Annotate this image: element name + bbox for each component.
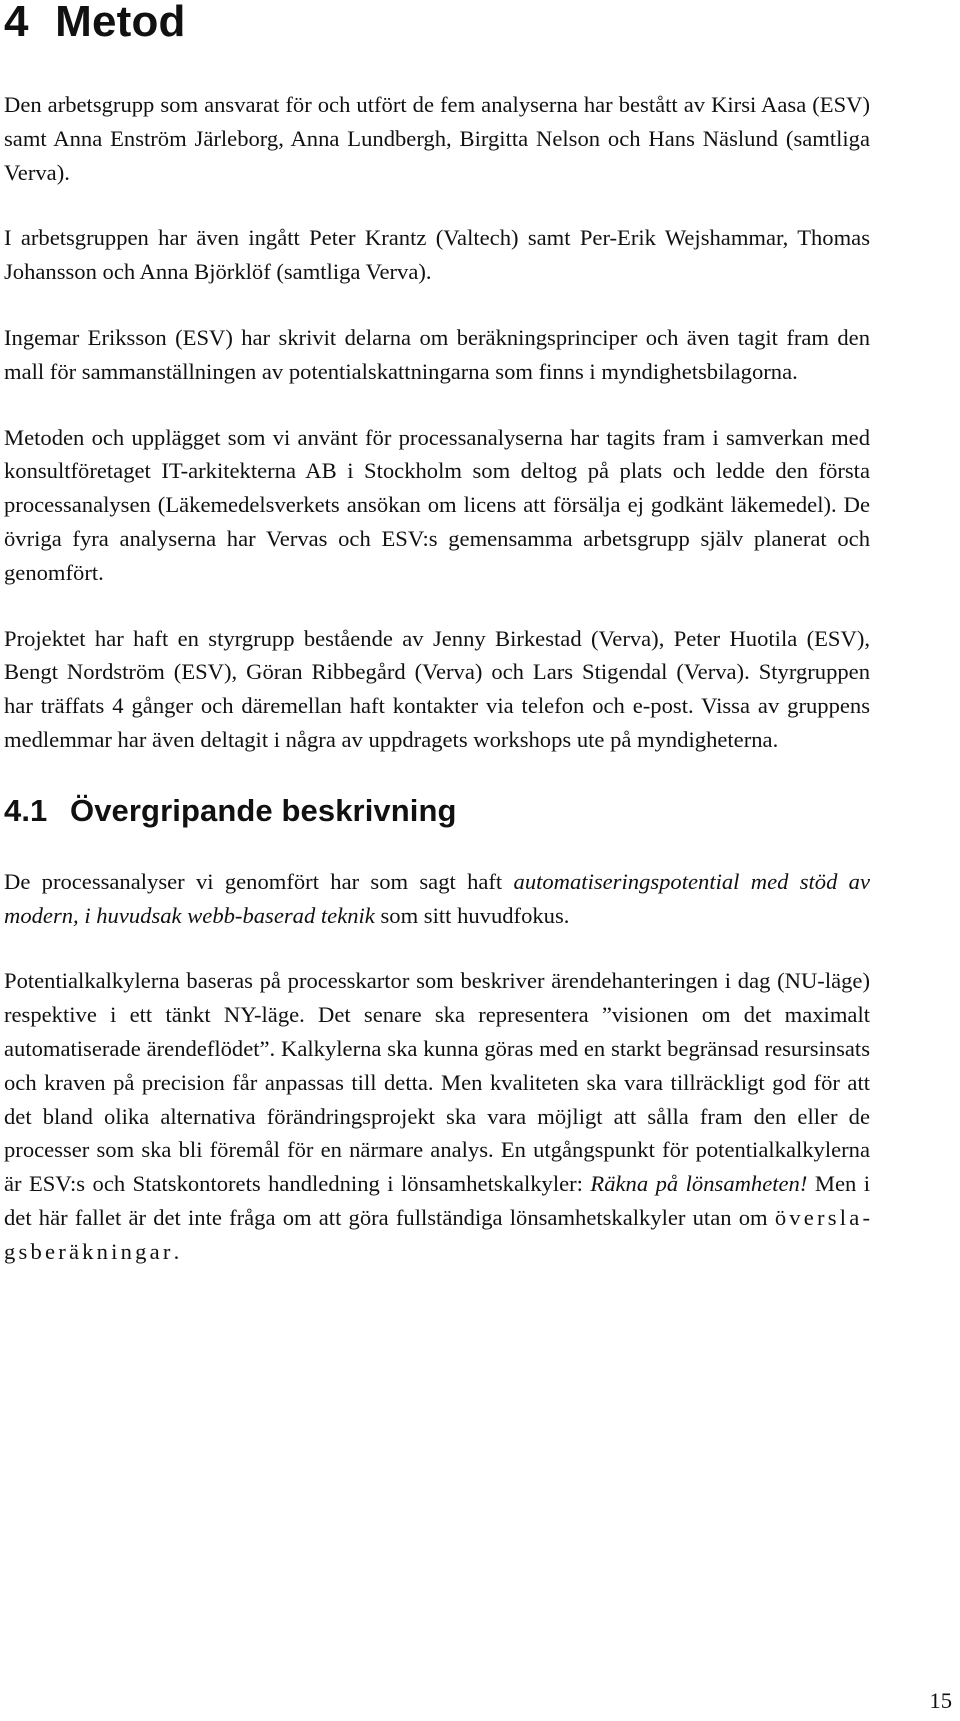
calculations-book-title: Räkna på lönsamheten! — [590, 1171, 808, 1197]
overview-emphasis: automatiseringspotential med stöd av modern, i huvudsak webb-baserad teknik — [4, 868, 870, 928]
overview-text: De processanalyser vi genomfört har som sagt haft — [4, 868, 514, 894]
paragraph-potential-calculations — [4, 964, 870, 1268]
document-page — [4, 0, 870, 1269]
paragraph-overview — [4, 865, 870, 933]
paragraph-method: Metoden och upplägget som vi använt för processanalyserna har tagits fram i samverkan med konsultföretaget IT-arkitekterna AB i Stockholm som deltog på plats och ledde den första processanalysen (Läkemedelsverkets ansökan om licens att försälja ej godkänt läkemedel). De övriga fyra analyserna har Vervas och ESV:s gemensamma arbetsgrupp själv planerat och genomfört. — [4, 424, 870, 585]
paragraph-group-members: I arbetsgruppen har även ingått Peter Krantz (Valtech) samt Per-Erik Wejshammar, Thomas Johansson och Anna Björklöf (samtliga Verva). — [4, 225, 870, 285]
section-number: 4.1 — [4, 792, 48, 828]
overview-text-end: som sitt huvudfokus. — [374, 902, 570, 928]
calculations-text: Potentialkalkylerna baseras på processkartor som beskriver ärendehanteringen i dag (NU-läge) respektive i ett tänkt NY-läge. Det senare ska representera ”visionen om det maximalt automatiserade ärendeflödet”. Kalkylerna ska kunna göras med en starkt begränsad resursinsats och kraven på precision får anpassas till detta. Men kvaliteten ska vara tillräckligt god för att det bland olika alternativa förändringsprojekt ska vara möjligt att sålla fram den eller de processer som ska bli föremål för en närmare analys. En utgångspunkt för potentialkalkylerna är ESV:s och Statskontorets handledning i lönsamhetskalkyler: — [4, 968, 870, 1197]
paragraph-working-group: Den arbetsgrupp som ansvarat för och utfört de fem analyserna har bestått av Kirsi Aasa (ESV) samt Anna Enström Järleborg, Anna Lundbergh, Birgitta Nelson och Hans Näslund (samtliga Verva). — [4, 92, 870, 185]
section-heading — [4, 793, 870, 829]
calculations-text-continued: Men i det här fallet är det inte fråga om att göra fullständiga lönsamhetskalkyler utan om — [4, 1171, 870, 1230]
calculations-spaced-term: överslagsberäkningar — [4, 1204, 870, 1264]
section-title: Övergripande beskrivning — [70, 792, 457, 828]
page-number: 15 — [929, 1688, 952, 1713]
chapter-heading — [4, 0, 870, 52]
chapter-number: 4 — [4, 0, 29, 46]
chapter-title: Metod — [55, 0, 186, 46]
paragraph-steering-group: Projektet har haft en styrgrupp bestående av Jenny Birkestad (Verva), Peter Huotila (ESV), Bengt Nordström (ESV), Göran Ribbegård (Verva) och Lars Stigendal (Verva). Styrgruppen har träffats 4 gånger och däremellan haft kontakter via telefon och e-post. Vissa av gruppens medlemmar har även deltagit i några av uppdragets workshops ute på myndigheterna. — [4, 625, 870, 752]
calculations-text-end: . — [173, 1238, 180, 1264]
paragraph-calculation-principles: Ingemar Eriksson (ESV) har skrivit delarna om beräkningsprinciper och även tagit fram den mall för sammanställningen av potentialskattningarna som finns i myndighetsbilagorna. — [4, 324, 870, 384]
